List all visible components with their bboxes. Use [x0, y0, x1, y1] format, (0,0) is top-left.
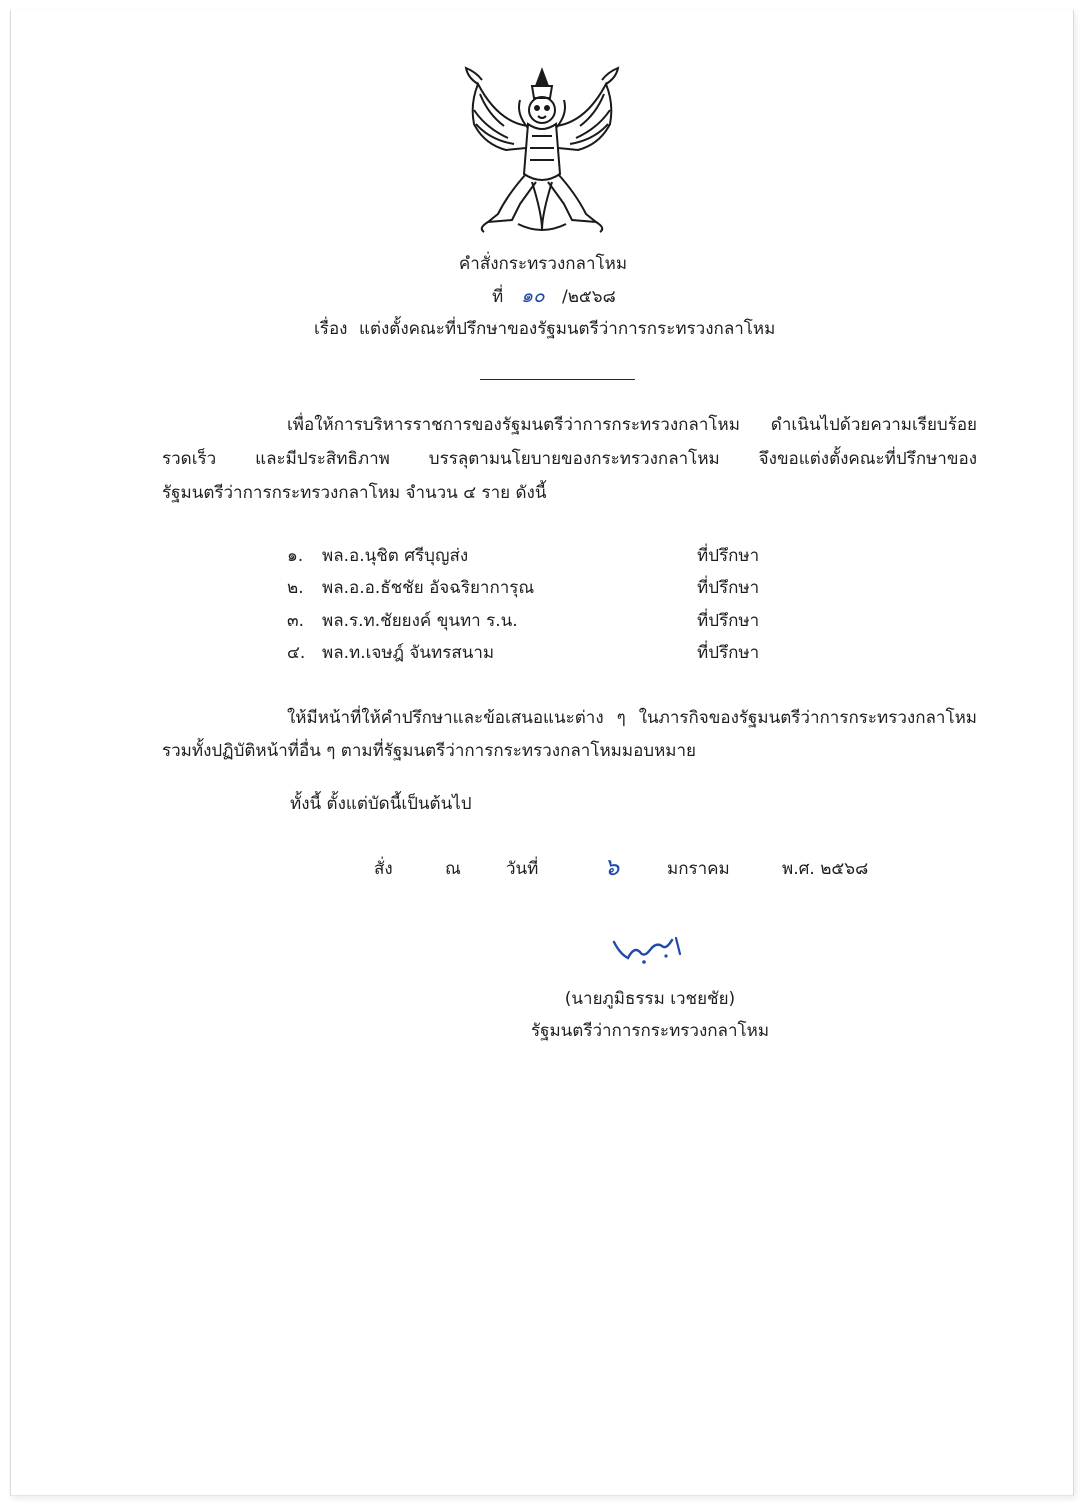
- advisor-role: ที่ปรึกษา: [697, 546, 760, 566]
- advisor-name: พล.อ.นุชิต ศรีบุญส่ง: [322, 546, 469, 566]
- dateline-na: ณ: [445, 859, 461, 879]
- advisor-number: ๒.: [287, 578, 304, 598]
- advisor-role: ที่ปรึกษา: [697, 578, 760, 598]
- para1-line-2: รวดเร็ว และมีประสิทธิภาพ บรรลุตามนโยบายของกระทรวงกลาโหม จึงขอแต่งตั้งคณะที่ปรึกษาของ: [162, 449, 977, 469]
- advisor-number: ๓.: [287, 611, 305, 631]
- advisor-name: พล.ท.เจษฎ์ จันทรสนาม: [322, 643, 495, 663]
- para1-line-1: เพื่อให้การบริหารราชการของรัฐมนตรีว่าการกระทรวงกลาโหม ดำเนินไปด้วยความเรียบร้อย: [287, 415, 977, 435]
- subject-text: แต่งตั้งคณะที่ปรึกษาของรัฐมนตรีว่าการกระทรวงกลาโหม: [359, 319, 776, 339]
- dateline-sang: สั่ง: [374, 859, 393, 879]
- para2-line-2: รวมทั้งปฏิบัติหน้าที่อื่น ๆ ตามที่รัฐมนตรีว่าการกระทรวงกลาโหมมอบหมาย: [162, 741, 697, 761]
- order-heading: คำสั่งกระทรวงกลาโหม: [458, 254, 628, 274]
- dateline-day: ๖: [604, 853, 620, 881]
- garuda-emblem-icon: [458, 64, 626, 236]
- handwritten-signature-icon: [610, 932, 690, 968]
- order-number-year: /๒๕๖๘: [562, 287, 616, 307]
- advisor-name: พล.อ.อ.ธัชชัย อัจฉริยาการุณ: [322, 578, 535, 598]
- title-underline: [480, 379, 635, 380]
- advisor-role: ที่ปรึกษา: [697, 611, 760, 631]
- signatory-name: (นายภูมิธรรม เวชยชัย): [564, 989, 736, 1009]
- advisor-name: พล.ร.ท.ชัยยงค์ ขุนทา ร.น.: [322, 611, 518, 631]
- advisor-number: ๑.: [287, 546, 304, 566]
- subject-label: เรื่อง: [314, 319, 348, 339]
- advisor-number: ๔.: [287, 643, 306, 663]
- para2-line-1: ให้มีหน้าที่ให้คำปรึกษาและข้อเสนอแนะต่าง ๆ ในภารกิจของรัฐมนตรีว่าการกระทรวงกลาโหม: [287, 708, 977, 728]
- advisor-role: ที่ปรึกษา: [697, 643, 760, 663]
- order-number-label: ที่: [492, 287, 504, 307]
- para1-line-3: รัฐมนตรีว่าการกระทรวงกลาโหม จำนวน ๔ ราย ดังนี้: [162, 483, 547, 503]
- signatory-title: รัฐมนตรีว่าการกระทรวงกลาโหม: [530, 1021, 770, 1041]
- dateline-wanthi: วันที่: [506, 859, 539, 879]
- dateline-month: มกราคม: [667, 859, 730, 879]
- dateline-year: พ.ศ. ๒๕๖๘: [782, 859, 869, 879]
- para3: ทั้งนี้ ตั้งแต่บัดนี้เป็นต้นไป: [290, 794, 472, 814]
- order-number-value: ๑๐: [521, 285, 545, 307]
